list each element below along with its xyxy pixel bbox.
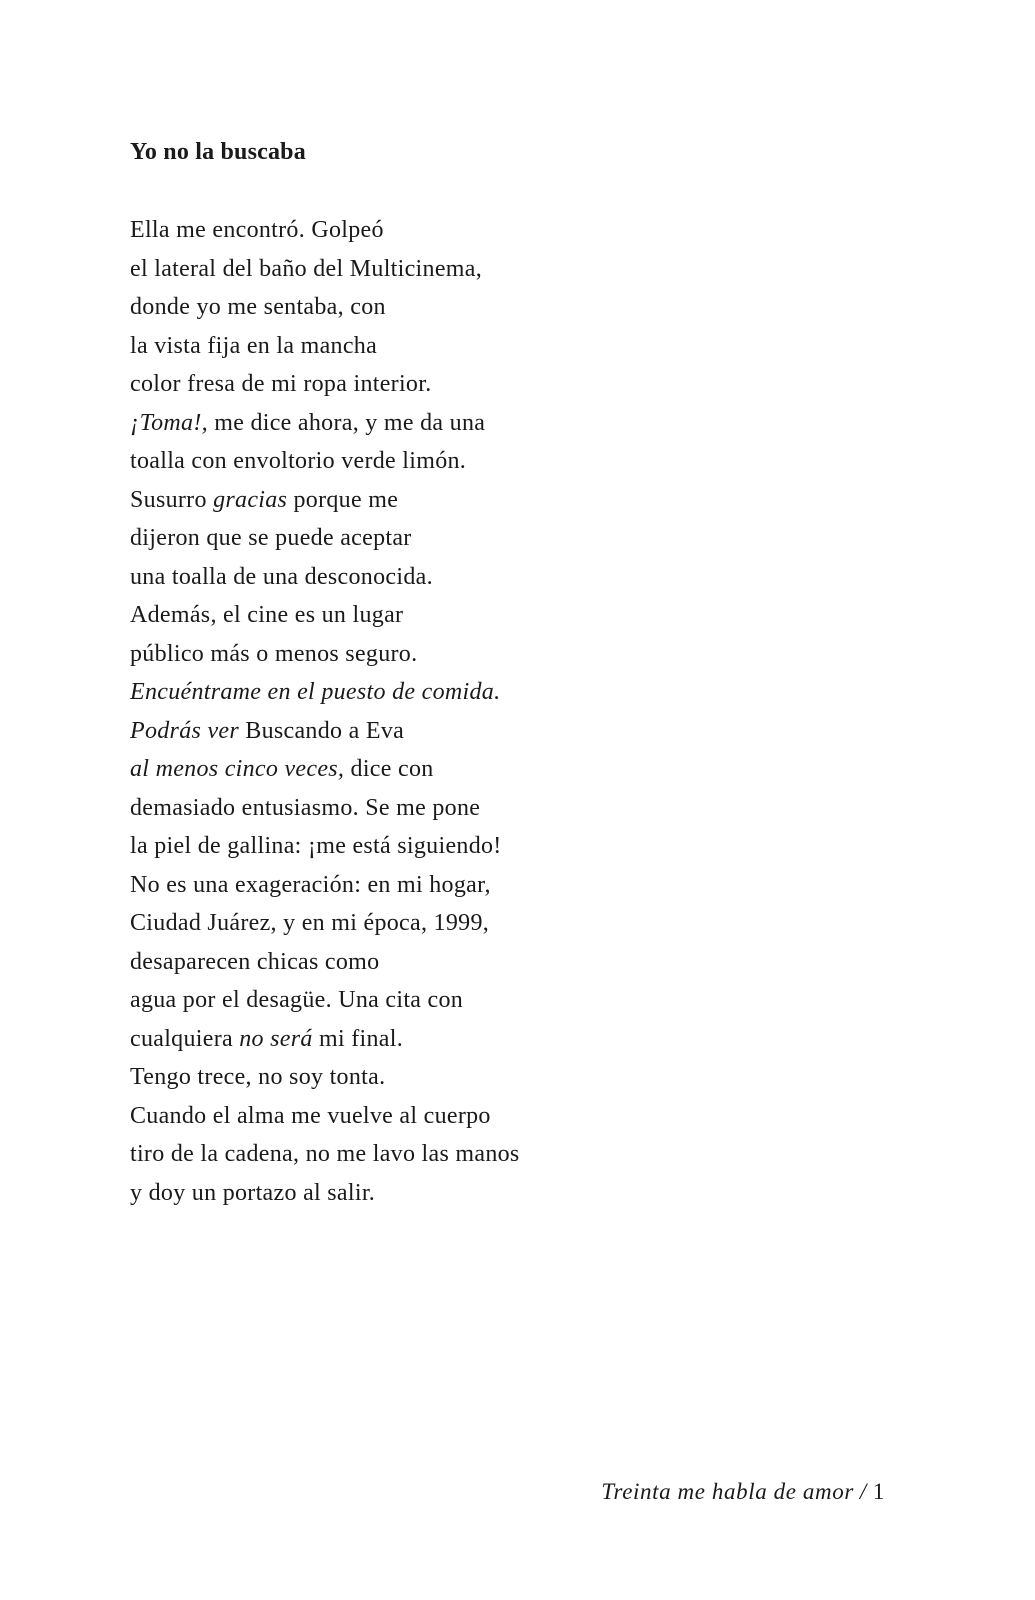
poem-line	[130, 904, 690, 943]
italic-run: Encuéntrame en el puesto de comida.	[130, 679, 501, 705]
text-run: la piel de gallina: ¡me está siguiendo!	[130, 833, 502, 859]
poem-line	[130, 558, 690, 597]
poem-line	[130, 866, 690, 905]
poem-line	[130, 750, 690, 789]
poem-title: Yo no la buscaba	[130, 139, 306, 165]
poem-line	[130, 519, 690, 558]
text-run: me dice ahora, y me da una	[207, 409, 486, 436]
italic-run: al menos cinco veces,	[130, 756, 345, 782]
poem-line	[130, 596, 690, 635]
footer-separator: /	[859, 1479, 867, 1504]
poem-line	[130, 1135, 690, 1174]
poem-line	[130, 211, 690, 250]
poem-line	[130, 250, 690, 289]
poem-line	[130, 365, 690, 404]
poem-line	[130, 943, 690, 982]
text-run: tiro de la cadena, no me lavo las manos	[130, 1141, 520, 1167]
poem-line	[130, 404, 690, 443]
text-run: y doy un portazo al salir.	[130, 1179, 376, 1206]
text-run: agua por el desagüe. Una cita con	[130, 987, 464, 1013]
text-run: el lateral del baño del Multicinema,	[130, 255, 483, 282]
text-run: público más o menos seguro.	[130, 640, 418, 667]
text-run: demasiado entusiasmo. Se me pone	[130, 794, 481, 821]
poem-body	[130, 211, 690, 1212]
poem-line	[130, 1020, 690, 1059]
poem-line	[130, 673, 690, 712]
text-run: una toalla de una desconocida.	[130, 563, 433, 590]
poem-line	[130, 789, 690, 828]
poem-line	[130, 481, 690, 520]
text-run: Tengo trece, no soy tonta.	[130, 1064, 386, 1090]
text-run: mi final.	[312, 1025, 404, 1052]
text-run: Susurro	[130, 486, 214, 513]
text-run: color fresa de mi ropa interior.	[130, 371, 432, 397]
poem-line	[130, 1097, 690, 1136]
italic-run: Podrás ver	[130, 717, 239, 744]
text-run: Cuando el alma me vuelve al cuerpo	[130, 1102, 491, 1129]
text-run: cualquiera	[130, 1025, 240, 1052]
poem-line	[130, 442, 690, 481]
poem-line	[130, 827, 690, 866]
text-run: dijeron que se puede aceptar	[130, 525, 412, 551]
text-run: Además, el cine es un lugar	[130, 602, 404, 628]
poem-line	[130, 327, 690, 366]
italic-run: gracias	[213, 486, 288, 513]
text-run: Buscando a Eva	[238, 717, 405, 744]
italic-run: ¡Toma!,	[130, 409, 208, 436]
text-run: Ciudad Juárez, y en mi época, 1999,	[130, 910, 490, 936]
poem-line	[130, 981, 690, 1020]
text-run: la vista fija en la mancha	[130, 332, 378, 359]
italic-run: no será	[239, 1025, 313, 1052]
poem-line	[130, 1174, 690, 1213]
poem-line	[130, 288, 690, 327]
text-run: donde yo me sentaba, con	[130, 294, 386, 320]
text-run: porque me	[287, 486, 399, 513]
poem-line	[130, 712, 690, 751]
poem-line	[130, 635, 690, 674]
text-run: No es una exageración: en mi hogar,	[130, 871, 491, 898]
poem-line	[130, 1058, 690, 1097]
text-run: toalla con envoltorio verde limón.	[130, 448, 467, 474]
page-number: 1	[872, 1479, 885, 1504]
running-footer	[601, 1476, 885, 1508]
footer-book-title: Treinta me habla de amor	[601, 1479, 854, 1504]
text-run: desaparecen chicas como	[130, 948, 380, 975]
text-run: Ella me encontró. Golpeó	[130, 217, 384, 243]
text-run: dice con	[344, 756, 434, 782]
